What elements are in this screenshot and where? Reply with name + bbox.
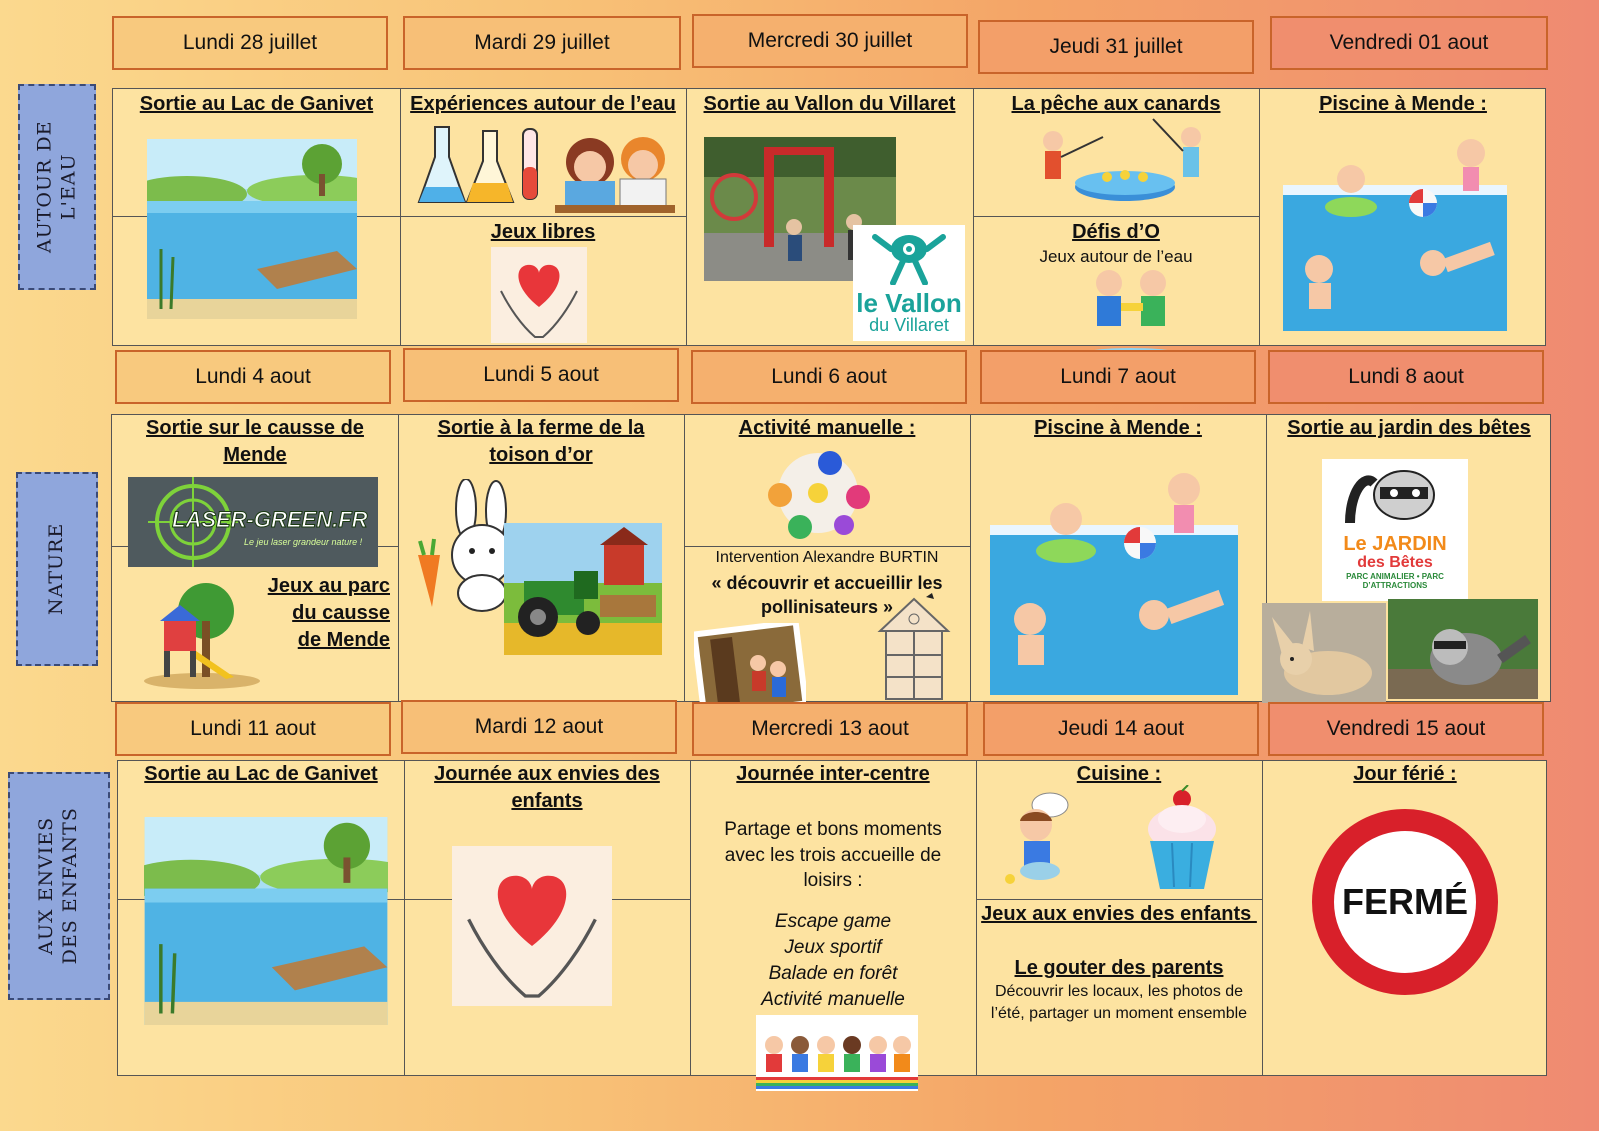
vallon-logo	[853, 225, 965, 341]
activity-title: La pêche aux canards	[1011, 93, 1221, 115]
activity-title: Jeux au parc du causse de Mende	[267, 575, 390, 651]
day-header: Jeudi 14 aout	[983, 702, 1259, 756]
fennec-fox-photo	[1262, 603, 1386, 703]
day-header: Lundi 5 aout	[403, 348, 679, 402]
week3-activities	[117, 760, 1547, 1076]
activity-title: Jour férié :	[1353, 763, 1457, 785]
day-header: Lundi 6 aout	[691, 350, 967, 404]
jardin-logo-sub: PARC ANIMALIER • PARC D’ATTRACTIONS	[1346, 571, 1444, 590]
vallon-mascot-icon	[869, 229, 949, 285]
day-header: Vendredi 01 aout	[1270, 16, 1548, 70]
activity-title: Sortie à la ferme de la toison d’or	[437, 417, 645, 466]
activity-title: Journée aux envies des enfants	[434, 763, 660, 812]
activity-text: Découvrir les locaux, les photos de l’été, partager un moment ensemble	[990, 983, 1248, 1022]
activity-text-bold: « découvrir et accueillir les pollinisateurs »	[711, 573, 943, 618]
activity-title: Activité manuelle :	[738, 417, 916, 439]
activity-list-item: Balade en forêt	[768, 963, 898, 984]
day-header: Mardi 12 aout	[401, 700, 677, 754]
activity-title: Défis d’O	[1072, 221, 1160, 243]
day-header: Jeudi 31 juillet	[978, 20, 1254, 74]
children-group-picture	[756, 1015, 918, 1091]
farm-tractor-picture	[504, 523, 662, 655]
heart-hands-picture	[452, 843, 612, 1009]
raccoon-photo	[1388, 599, 1538, 699]
closed-sign-text: FERMÉ	[1342, 881, 1468, 922]
jardin-logo-line2: des Bêtes	[1357, 554, 1433, 571]
side-label-envies-text: AUX ENVIES DES ENFANTS	[35, 807, 82, 965]
vallon-logo-line2: du Villaret	[869, 315, 949, 335]
day-header: Mercredi 13 aout	[692, 702, 968, 756]
side-label-eau-text: AUTOUR DE L'EAU	[33, 120, 80, 254]
duck-fishing-picture	[1033, 117, 1209, 209]
week1-activities	[112, 88, 1546, 346]
water-game-kids-picture	[1081, 265, 1181, 359]
day-header: Lundi 8 aout	[1268, 350, 1544, 404]
activity-title: Sortie sur le causse de Mende	[146, 417, 364, 466]
jardin-des-betes-logo	[1322, 459, 1468, 601]
activity-title: Sortie au Vallon du Villaret	[703, 93, 956, 115]
activity-text: Intervention Alexandre BURTIN	[715, 549, 939, 566]
side-label-eau	[18, 84, 96, 290]
laser-green-logo	[128, 477, 378, 567]
activity-title: Piscine à Mende :	[1319, 93, 1487, 115]
day-header: Mercredi 30 juillet	[692, 14, 968, 68]
lake-picture	[144, 817, 388, 1025]
cupcake-icon	[1142, 785, 1222, 891]
day-header: Mardi 29 juillet	[403, 16, 681, 70]
playground-picture	[142, 581, 260, 689]
activity-title: Jeux libres	[490, 221, 596, 243]
activity-title: Le gouter des parents	[1014, 957, 1224, 979]
activity-title: Sortie au jardin des bêtes	[1287, 417, 1531, 439]
swimming-pool-picture	[1283, 119, 1507, 331]
activity-title: Piscine à Mende :	[1034, 417, 1202, 439]
child-cooking-picture	[1000, 791, 1076, 891]
heart-hands-picture	[491, 247, 587, 343]
swimming-pool-picture	[990, 459, 1238, 695]
activity-list-item: Escape game	[774, 911, 892, 932]
side-label-nature	[16, 472, 98, 666]
activity-title: Expériences autour de l’eau	[410, 93, 676, 115]
activity-title: Cuisine :	[1076, 763, 1162, 785]
activity-text: Partage et bons moments avec les trois accueille de loisirs :	[724, 819, 942, 892]
closed-sign	[1312, 809, 1498, 995]
side-label-nature-text: NATURE	[45, 522, 68, 616]
day-header: Lundi 28 juillet	[112, 16, 388, 70]
laser-green-logo-text: LASER-GREEN.FR	[172, 507, 368, 532]
day-header: Lundi 4 aout	[115, 350, 391, 404]
vallon-logo-line1: le Vallon	[856, 288, 962, 318]
science-flasks-picture	[415, 117, 675, 215]
activity-title: Sortie au Lac de Ganivet	[144, 763, 378, 785]
laser-green-logo-sub: Le jeu laser grandeur nature !	[244, 537, 363, 547]
side-label-envies	[8, 772, 110, 1000]
activity-title: Jeux aux envies des enfants	[981, 903, 1257, 925]
jardin-logo-line1: Le JARDIN	[1343, 533, 1447, 555]
activity-list-item: Activité manuelle	[761, 989, 905, 1010]
activity-title: Journée inter-centre	[736, 763, 930, 785]
day-header: Lundi 11 aout	[115, 702, 391, 756]
lake-picture	[147, 139, 357, 319]
insect-hotel-picture	[874, 593, 954, 701]
day-header: Vendredi 15 aout	[1268, 702, 1544, 756]
activity-title: Sortie au Lac de Ganivet	[139, 93, 374, 115]
activity-list-item: Jeux sportif	[784, 937, 882, 958]
raccoon-mascot-icon	[1340, 463, 1450, 529]
day-header: Lundi 7 aout	[980, 350, 1256, 404]
week2-activities	[111, 414, 1551, 702]
activity-text: Jeux autour de l’eau	[1039, 247, 1193, 266]
painted-hands-picture	[760, 445, 876, 541]
